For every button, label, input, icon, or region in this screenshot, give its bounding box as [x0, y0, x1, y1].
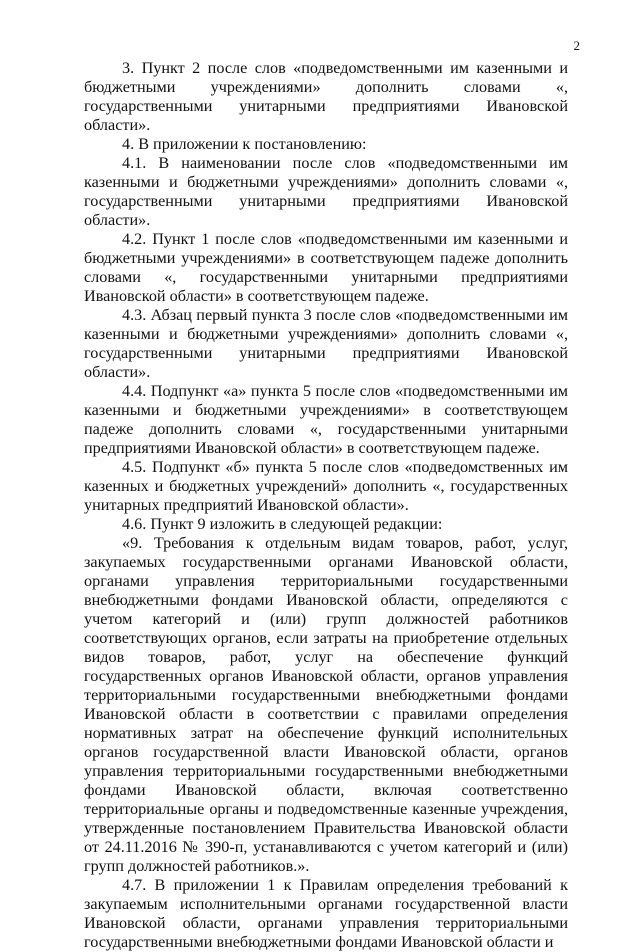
paragraph-item-4-2: 4.2. Пункт 1 после слов «подведомственными им казенными и бюджетными учреждениями» в соответствующем падеже дополнить словами «, государственными унитарными предприятиями Ивановской области» в соответствующем падеже.: [84, 230, 568, 305]
paragraph-item-3: 3. Пункт 2 после слов «подведомственными им казенными и бюджетными учреждениями» дополнить словами «, государственными унитарными предприятиями Ивановской области».: [84, 59, 568, 134]
paragraph-item-4: 4. В приложении к постановлению:: [122, 135, 367, 153]
paragraph-item-4-4: 4.4. Подпункт «а» пункта 5 после слов «подведомственными им казенными и бюджетными учреждениями» в соответствующем падеже дополнить словами «, государственными унитарными предприятиями Ивановской области» в соответствующем падеже.: [84, 382, 568, 457]
paragraph-item-4-3: 4.3. Абзац первый пункта 3 после слов «подведомственными им казенными и бюджетными учреждениями» дополнить словами «, государственными унитарными предприятиями Ивановской области».: [84, 306, 568, 381]
document-body: [84, 59, 568, 952]
paragraph-item-4-6: 4.6. Пункт 9 изложить в следующей редакции:: [122, 515, 443, 533]
paragraph-item-4-5: 4.5. Подпункт «б» пункта 5 после слов «подведомственных им казенных и бюджетных учреждений» дополнить «, государственных унитарных предприятий Ивановской области».: [84, 458, 568, 514]
paragraph-item-4-1: 4.1. В наименовании после слов «подведомственными им казенными и бюджетными учреждениями» дополнить словами «, государственными унитарными предприятиями Ивановской области».: [84, 154, 568, 229]
page-number: 2: [573, 38, 580, 53]
paragraph-item-4-7: 4.7. В приложении 1 к Правилам определения требований к закупаемым исполнительными органами государственной власти Ивановской области, органами управления территориальными государственными внебюджетными фондами Ивановской области и: [84, 876, 568, 951]
paragraph-item-9-quote: «9. Требования к отдельным видам товаров, работ, услуг, закупаемых государственными органами Ивановской области, органами управления территориальными государственными внебюджетными фондами Ивановской области, определяются с учетом категорий и (или) групп должностей работников соответствующих органов, если затраты на приобретение отдельных видов товаров, работ, услуг на обеспечение функций государственных органов Ивановской области, органов управления территориальными государственными внебюджетными фондами Ивановской области в соответствии с правилами определения нормативных затрат на обеспечение функций исполнительных органов государственной власти Ивановской области, органов управления территориальными государственными внебюджетными фондами Ивановской области, включая соответственно территориальные органы и подведомственные казенные учреждения, утвержденные постановлением Правительства Ивановской области от 24.11.2016 № 390-п, устанавливаются с учетом категорий и (или) групп должностей работников.».: [84, 534, 568, 875]
